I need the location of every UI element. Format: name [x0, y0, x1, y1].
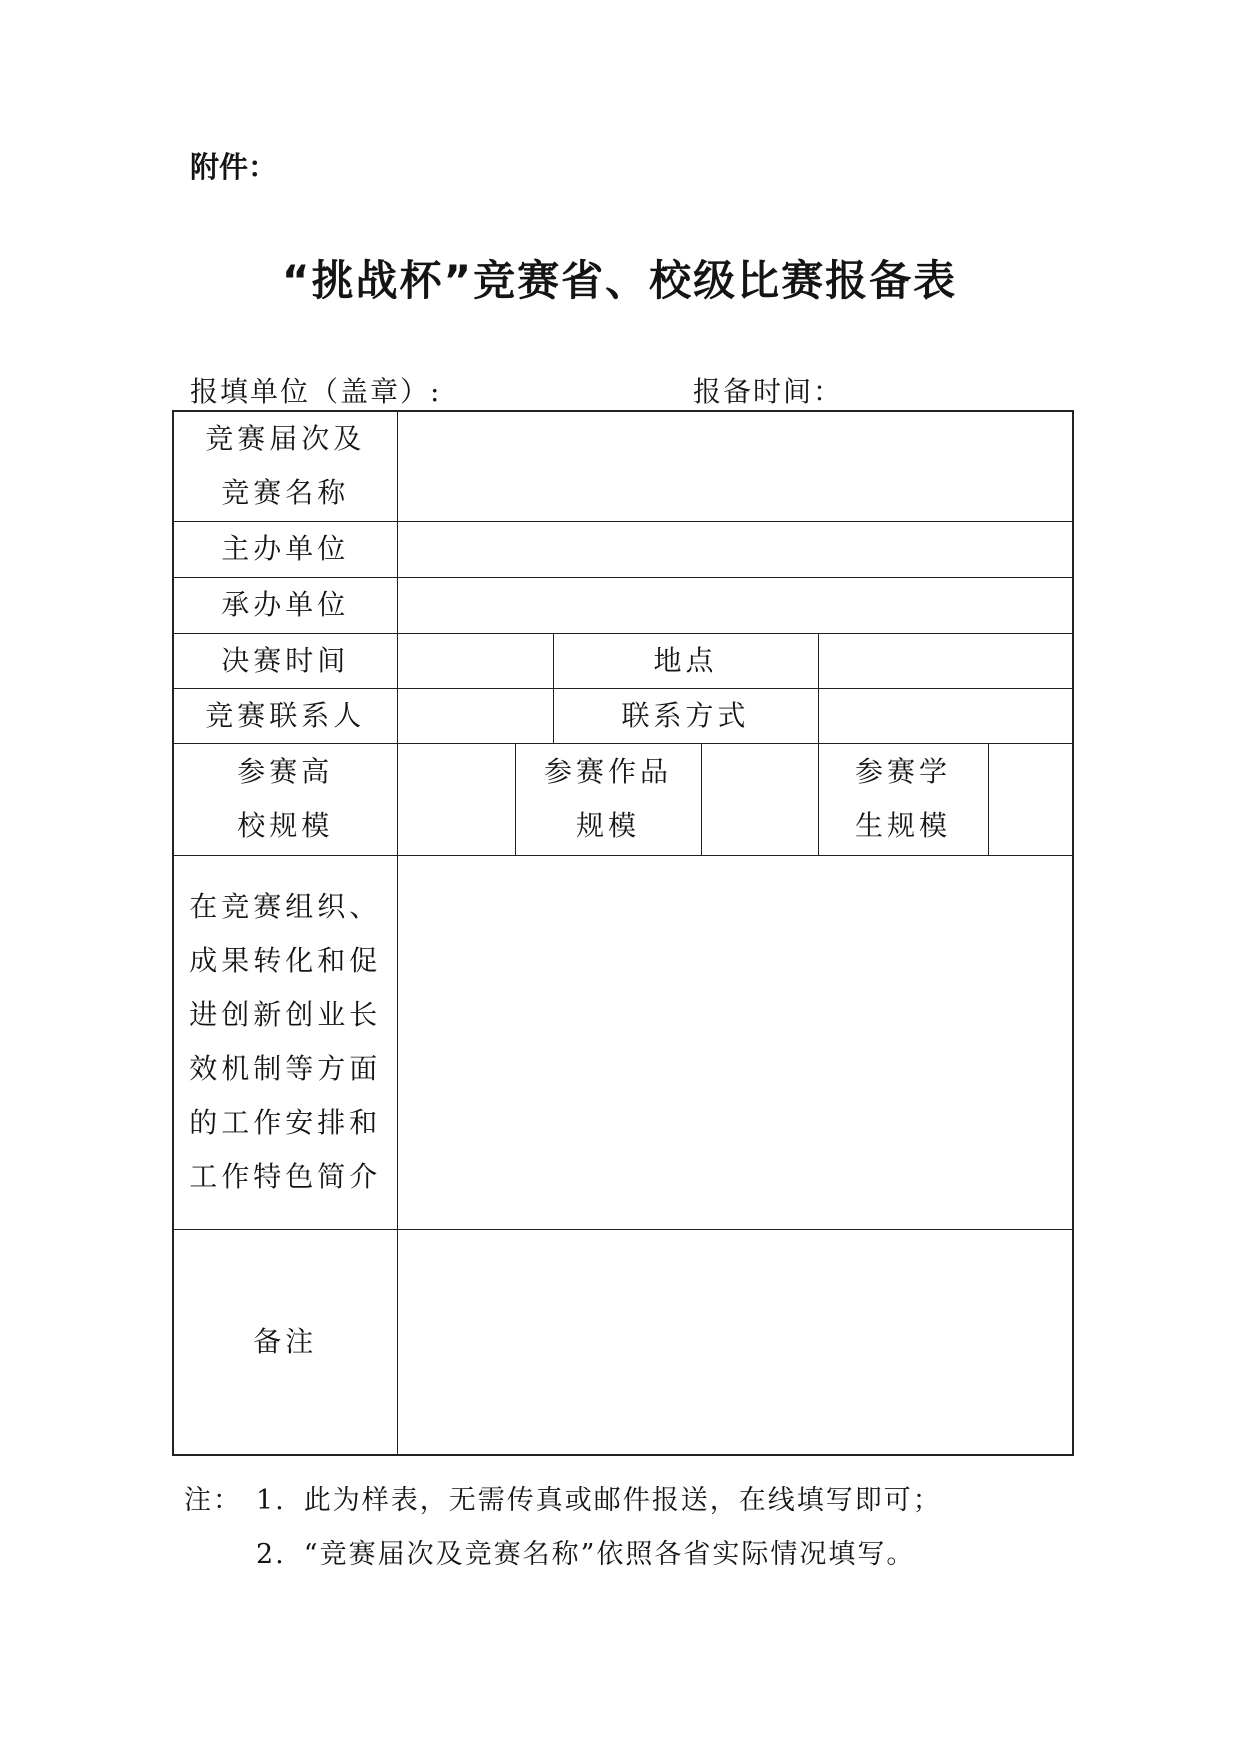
registration-form-table [172, 410, 1074, 1456]
organizer-label: 主办单位 [173, 521, 397, 577]
reporting-unit-label: 报填单位（盖章）: [190, 375, 442, 408]
location-field[interactable] [818, 633, 1073, 688]
organizer-field[interactable] [397, 521, 1073, 577]
final-time-label: 决赛时间 [173, 633, 397, 688]
note-text: 此为样表，无需传真或邮件报送，在线填写即可； [303, 1485, 942, 1516]
label-line: 的工作安排和 [189, 1106, 382, 1139]
competition-name-field[interactable] [397, 411, 1073, 521]
table-row [173, 633, 1073, 688]
table-row [173, 411, 1073, 521]
contact-person-label: 竞赛联系人 [173, 688, 397, 743]
location-label: 地点 [553, 633, 818, 688]
works-scale-label [515, 743, 701, 855]
page-title: “挑战杯”竞赛省、校级比赛报备表 [281, 256, 958, 305]
remarks-field[interactable] [397, 1229, 1073, 1455]
contact-person-field[interactable] [397, 688, 553, 743]
label-line: 校规模 [237, 809, 334, 842]
label-line: 竞赛届次及 [205, 422, 366, 456]
note-1 [184, 1478, 942, 1517]
university-scale-field[interactable] [397, 743, 515, 855]
table-row [173, 521, 1073, 577]
co-organizer-label: 承办单位 [173, 577, 397, 633]
label-line: 成果转化和促 [189, 944, 382, 977]
reporting-time-label: 报备时间： [693, 375, 844, 408]
attachment-label: 附件： [190, 150, 278, 184]
note-number: 1. [256, 1485, 286, 1516]
label-line: 参赛学 [854, 755, 951, 788]
label-line: 竞赛名称 [221, 476, 350, 510]
label-line: 工作特色简介 [189, 1160, 382, 1193]
label-line: 在竞赛组织、 [189, 890, 382, 923]
label-line: 参赛高 [237, 755, 334, 788]
final-time-field[interactable] [397, 633, 553, 688]
label-line: 效机制等方面 [189, 1052, 382, 1085]
note-2 [256, 1532, 915, 1571]
remarks-label: 备注 [173, 1229, 397, 1455]
label-line: 进创新创业长 [189, 998, 382, 1031]
works-scale-field[interactable] [701, 743, 818, 855]
note-number: 2. [256, 1539, 286, 1570]
table-row [173, 855, 1073, 1229]
table-row [173, 1229, 1073, 1455]
label-line: 规模 [575, 809, 640, 842]
table-row [173, 577, 1073, 633]
contact-method-label: 联系方式 [553, 688, 818, 743]
table-row [173, 688, 1073, 743]
contact-method-field[interactable] [818, 688, 1073, 743]
label-line: 参赛作品 [543, 755, 672, 788]
student-scale-label [818, 743, 988, 855]
note-text: “竞赛届次及竞赛名称”依照各省实际情况填写。 [303, 1539, 916, 1570]
competition-name-label [173, 411, 397, 521]
label-line: 生规模 [854, 809, 951, 842]
work-arrangement-label [173, 855, 397, 1229]
co-organizer-field[interactable] [397, 577, 1073, 633]
note-prefix: 注： [184, 1485, 242, 1516]
table-row [173, 743, 1073, 855]
work-arrangement-field[interactable] [397, 855, 1073, 1229]
university-scale-label [173, 743, 397, 855]
student-scale-field[interactable] [988, 743, 1073, 855]
